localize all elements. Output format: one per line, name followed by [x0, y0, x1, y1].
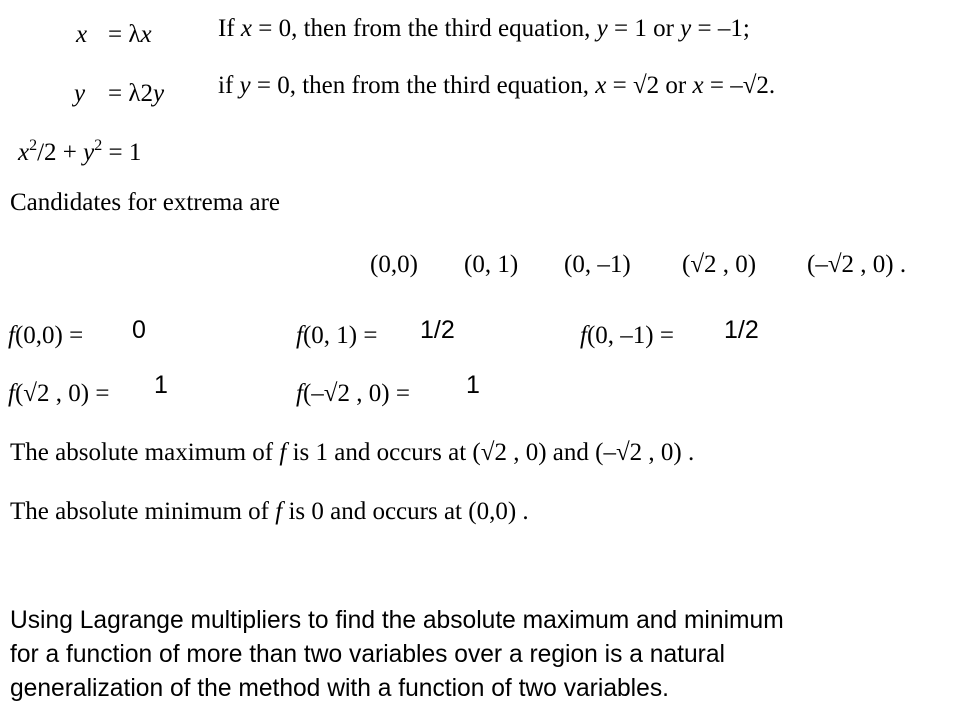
equation-3: $x^2/2 + y^2 = 1$: [18, 137, 142, 166]
candidate-point: (0,0): [370, 251, 418, 278]
conclusion-maximum: The absolute maximum of f is 1 and occurs at (√2 , 0) and (–√2 , 0) .: [10, 439, 695, 466]
candidates-label: Candidates for extrema are: [10, 189, 281, 216]
candidate-point: (√2 , 0): [682, 251, 757, 278]
candidate-point: (0, –1): [564, 251, 631, 278]
eval-label-fr20: f(√2 , 0) =: [8, 380, 110, 407]
conclusion-minimum: The absolute minimum of f is 0 and occurs at (0,0) .: [10, 498, 529, 525]
summary-paragraph: [10, 604, 950, 706]
condition-x-zero: If x = 0, then from the third equation, y = 1 or y = –1;: [218, 15, 750, 42]
eval-value-f01: 1/2: [420, 316, 455, 344]
eval-value-fr20: 1: [154, 371, 168, 399]
paragraph-line: Using Lagrange multipliers to find the absolute maximum and minimum: [10, 607, 784, 634]
equation-2: y: [74, 80, 86, 107]
eval-value-f00: 0: [132, 316, 146, 344]
candidate-point: (–√2 , 0) .: [807, 251, 907, 278]
equation-1-rhs: = λx: [108, 21, 152, 48]
equation-1: x: [76, 21, 88, 48]
condition-y-zero: if y = 0, then from the third equation, x = √2 or x = –√2.: [218, 72, 776, 99]
paragraph-line: for a function of more than two variables over a region is a natural: [10, 641, 725, 668]
equation-2-rhs: = λ2y: [108, 80, 165, 107]
candidate-point: (0, 1): [464, 251, 519, 278]
paragraph-line: generalization of the method with a function of two variables.: [10, 675, 669, 702]
eval-label-f0m1: f(0, –1) =: [580, 322, 674, 349]
eval-label-fmr20: f(–√2 , 0) =: [296, 380, 410, 407]
eval-label-f01: f(0, 1) =: [296, 322, 378, 349]
eval-label-f00: f(0,0) =: [8, 322, 84, 349]
eval-value-fmr20: 1: [466, 371, 480, 399]
eval-value-f0m1: 1/2: [724, 316, 759, 344]
